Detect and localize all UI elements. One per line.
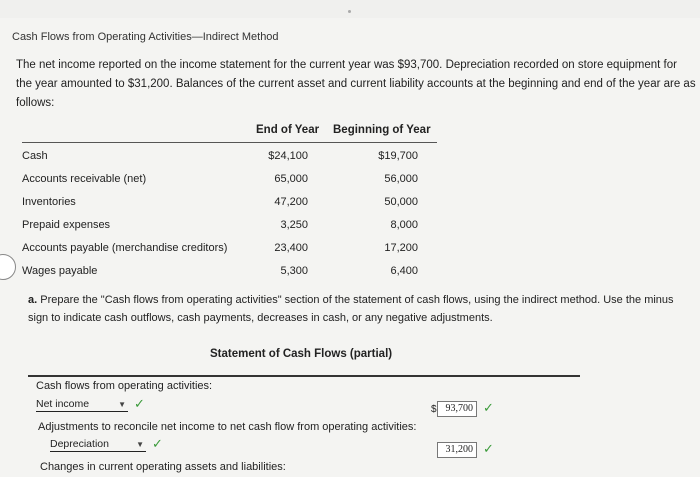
row-end-value: 23,400 bbox=[274, 242, 308, 254]
row-label: Accounts receivable (net) bbox=[22, 173, 147, 185]
row-end-value: 65,000 bbox=[274, 173, 308, 185]
row-label: Cash bbox=[22, 150, 48, 162]
row-label: Wages payable bbox=[22, 265, 98, 277]
statement-top-rule bbox=[28, 375, 580, 377]
table-header-rule bbox=[22, 142, 437, 143]
chevron-down-icon: ▼ bbox=[118, 400, 126, 409]
row-end-value: 3,250 bbox=[280, 219, 308, 231]
adjustments-label: Adjustments to reconcile net income to net cash flow from operating activities: bbox=[38, 421, 417, 433]
row-end-value: 47,200 bbox=[274, 196, 308, 208]
depreciation-amount-input[interactable]: 31,200 bbox=[437, 442, 477, 458]
table-row bbox=[22, 219, 442, 235]
row-begin-value: 6,400 bbox=[390, 265, 418, 277]
check-icon: ✓ bbox=[152, 436, 163, 451]
top-bar bbox=[0, 0, 700, 18]
depreciation-select-value: Depreciation bbox=[50, 438, 109, 450]
question-prefix: a. bbox=[28, 294, 38, 306]
col-header-beginning-of-year: Beginning of Year bbox=[333, 124, 431, 136]
row-label: Prepaid expenses bbox=[22, 219, 111, 231]
row-end-value: $24,100 bbox=[268, 150, 308, 162]
row-label: Accounts payable (merchandise creditors) bbox=[22, 242, 228, 254]
table-row bbox=[22, 150, 442, 166]
net-income-amount-input[interactable]: 93,700 bbox=[437, 401, 477, 417]
changes-label: Changes in current operating assets and liabilities: bbox=[40, 461, 286, 473]
question-a bbox=[28, 291, 678, 327]
row-begin-value: 8,000 bbox=[390, 219, 418, 231]
check-icon: ✓ bbox=[483, 441, 494, 456]
operating-activities-heading: Cash flows from operating activities: bbox=[36, 380, 213, 392]
chevron-down-icon: ▼ bbox=[136, 440, 144, 449]
row-begin-value: 56,000 bbox=[384, 173, 418, 185]
table-row bbox=[22, 196, 442, 212]
problem-intro: The net income reported on the income statement for the current year was $93,700. Depreciation recorded on store equipment for the year amounted to $31,200. Balances of the current asset and current liability accounts at the beginning and end of the year are as follows: bbox=[16, 59, 696, 109]
dollar-sign: $ bbox=[431, 404, 437, 415]
depreciation-select[interactable] bbox=[50, 438, 146, 452]
page-marker-dot bbox=[348, 10, 351, 13]
section-title: Cash Flows from Operating Activities—Indirect Method bbox=[12, 31, 279, 43]
net-income-select[interactable] bbox=[36, 398, 128, 412]
table-row bbox=[22, 242, 442, 258]
row-begin-value: 50,000 bbox=[384, 196, 418, 208]
statement-title: Statement of Cash Flows (partial) bbox=[210, 348, 393, 360]
row-begin-value: $19,700 bbox=[378, 150, 418, 162]
net-income-select-value: Net income bbox=[36, 398, 90, 410]
question-text: Prepare the "Cash flows from operating activities" section of the statement of cash flows, using the indirect method. Use the minus sign to indicate cash outflows, cash payments, decreases in cash, or any negative adjustments. bbox=[28, 294, 674, 324]
table-row bbox=[22, 173, 442, 189]
row-end-value: 5,300 bbox=[280, 265, 308, 277]
col-header-end-of-year: End of Year bbox=[256, 124, 320, 136]
check-icon: ✓ bbox=[134, 396, 145, 411]
check-icon: ✓ bbox=[483, 400, 494, 415]
table-row bbox=[22, 265, 442, 281]
row-begin-value: 17,200 bbox=[384, 242, 418, 254]
side-nav-arrow-icon[interactable] bbox=[0, 254, 16, 280]
row-label: Inventories bbox=[22, 196, 76, 208]
